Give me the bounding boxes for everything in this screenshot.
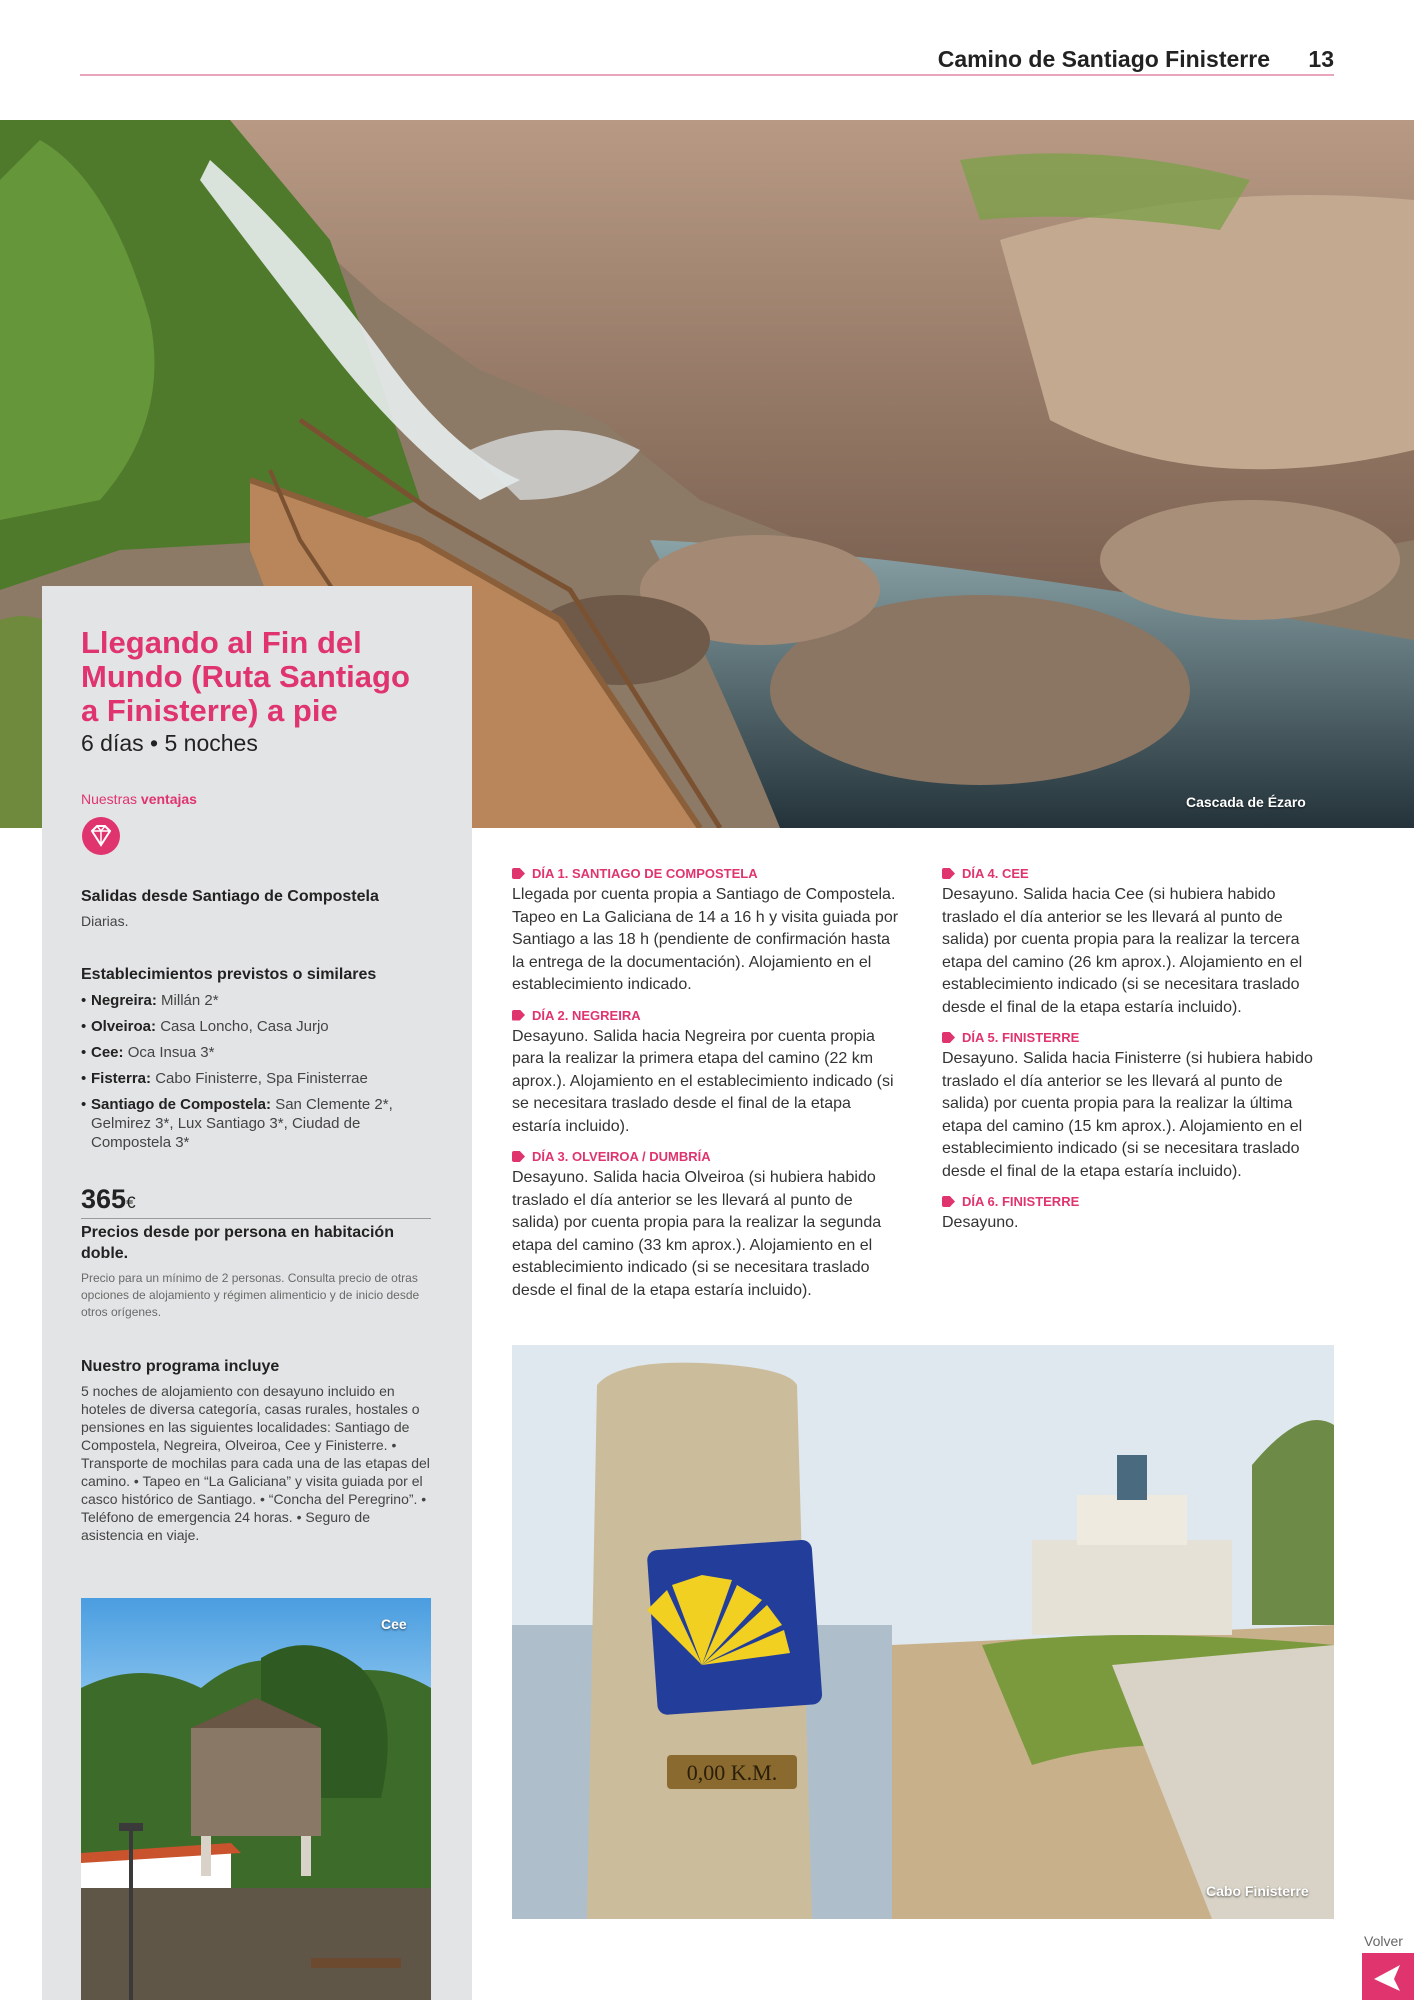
day-marker-icon xyxy=(942,1032,955,1043)
day-marker-icon xyxy=(512,1010,525,1021)
diamond-icon xyxy=(81,816,121,856)
establishments-heading: Establecimientos previstos o similares xyxy=(81,966,377,983)
day-text: Desayuno. Salida hacia Finisterre (si hubiera habido traslado el día anterior se les llevará al punto de salida) por cuenta propia para la realizar la última etapa del camino (15 km aprox.). Alojamiento en el establecimiento indicado (si se necesitara traslado desde el final de la etapa estaría incluido). xyxy=(942,1050,1313,1180)
bottom-caption: Cabo Finisterre xyxy=(1206,1883,1309,1899)
cee-caption: Cee xyxy=(381,1616,407,1632)
price-note: Precio para un mínimo de 2 personas. Consulta precio de otras opciones de alojamiento y régimen alimenticio y de inicio desde otros orígenes. xyxy=(81,1271,420,1319)
list-item: • Cee: Oca Insua 3* xyxy=(81,1043,431,1062)
price-divider xyxy=(81,1218,431,1219)
day-text: Desayuno. xyxy=(942,1214,1019,1231)
advantages-label xyxy=(81,791,431,807)
page-header xyxy=(80,44,1334,76)
itinerary-column-left xyxy=(512,866,902,1313)
day-text: Desayuno. Salida hacia Negreira por cuenta propia para la realizar la primera etapa del camino (22 km aprox.). Alojamiento en el establecimiento indicado (si se necesitara traslado desde el final de la etapa estaría incluido). xyxy=(512,1027,894,1135)
includes-text: 5 noches de alojamiento con desayuno incluido en hoteles de diversa categoría, casas rurales, hostales o pensiones en las siguientes localidades: Santiago de Compostela, Negreira, Olveiroa, Cee y Finisterre. • Transporte de mochilas para cada una de las etapas del camino. • Tapeo en “La Galiciana” y visita guiada por el casco histórico de Santiago. • “Concha del Peregrino”. • Teléfono de emergencia 24 horas. • Seguro de asistencia en viaje. xyxy=(81,1383,430,1543)
tour-duration: 6 días • 5 noches xyxy=(81,730,258,756)
cee-photo xyxy=(81,1598,431,2000)
establishments-list xyxy=(81,991,431,1159)
hero-caption: Cascada de Ézaro xyxy=(1186,794,1306,810)
page-number: 13 xyxy=(1308,46,1334,72)
price-title: Precios desde por persona en habitación doble. xyxy=(81,1224,394,1262)
day-heading: DÍA 5. FINISTERRE xyxy=(942,1030,1332,1045)
milestone-text: 0,00 K.M. xyxy=(686,1760,778,1785)
day-heading: DÍA 6. FINISTERRE xyxy=(942,1194,1332,1209)
price xyxy=(81,1184,431,1215)
cabo-finisterre-photo xyxy=(512,1345,1334,1919)
advantages-word: ventajas xyxy=(140,791,197,807)
list-item: • Negreira: Millán 2* xyxy=(81,991,431,1010)
back-label[interactable]: Volver xyxy=(1364,1933,1403,1949)
day-marker-icon xyxy=(942,1196,955,1207)
day-heading: DÍA 2. NEGREIRA xyxy=(512,1008,902,1023)
price-amount: 365 xyxy=(81,1184,127,1214)
day-text: Llegada por cuenta propia a Santiago de Compostela. Tapeo en La Galiciana de 14 a 16 h y visita guiada por Santiago a las 18 h (pendiente de confirmación hasta la entrega de la documentación). Alojamiento en el establecimiento indicado. xyxy=(512,886,899,993)
tour-title: Llegando al Fin del Mundo (Ruta Santiago a Finisterre) a pie xyxy=(81,625,410,728)
itinerary-column-right xyxy=(942,866,1332,1246)
price-currency: € xyxy=(126,1193,136,1212)
day-heading: DÍA 4. CEE xyxy=(942,866,1332,881)
section-title: Camino de Santiago Finisterre xyxy=(937,46,1270,72)
includes-heading: Nuestro programa incluye xyxy=(81,1358,280,1375)
day-text: Desayuno. Salida hacia Olveiroa (si hubiera habido traslado el día anterior se les llevará al punto de salida) por cuenta propia para la realizar la segunda etapa del camino (33 km aprox.). Alojamiento en el establecimiento indicado (si se necesitara traslado desde el final de la etapa estaría incluido). xyxy=(512,1169,882,1299)
day-text: Desayuno. Salida hacia Cee (si hubiera habido traslado el día anterior se les llevará al punto de salida) por cuenta propia para la realizar la tercera etapa del camino (26 km aprox.). Alojamiento en el establecimiento indicado (si se necesitara traslado desde el final de la etapa estaría incluido). xyxy=(942,886,1303,1016)
advantages-prefix: Nuestras xyxy=(81,791,138,807)
departures-heading: Salidas desde Santiago de Compostela xyxy=(81,888,379,905)
list-item: • Santiago de Compostela: San Clemente 2*, Gelmirez 3*, Lux Santiago 3*, Ciudad de Compostela 3* xyxy=(81,1095,431,1152)
milestone-lighthouse-illustration xyxy=(512,1345,1334,1919)
granary-illustration xyxy=(81,1598,431,2000)
back-arrow-icon xyxy=(1362,1953,1414,2000)
day-marker-icon xyxy=(512,868,525,879)
back-button[interactable] xyxy=(1362,1953,1414,2000)
day-marker-icon xyxy=(512,1151,525,1162)
day-marker-icon xyxy=(942,868,955,879)
list-item: • Fisterra: Cabo Finisterre, Spa Finisterrae xyxy=(81,1069,431,1088)
day-heading: DÍA 1. SANTIAGO DE COMPOSTELA xyxy=(512,866,902,881)
departures-text: Diarias. xyxy=(81,913,129,929)
day-heading: DÍA 3. OLVEIROA / DUMBRÍA xyxy=(512,1149,902,1164)
list-item: • Olveiroa: Casa Loncho, Casa Jurjo xyxy=(81,1017,431,1036)
